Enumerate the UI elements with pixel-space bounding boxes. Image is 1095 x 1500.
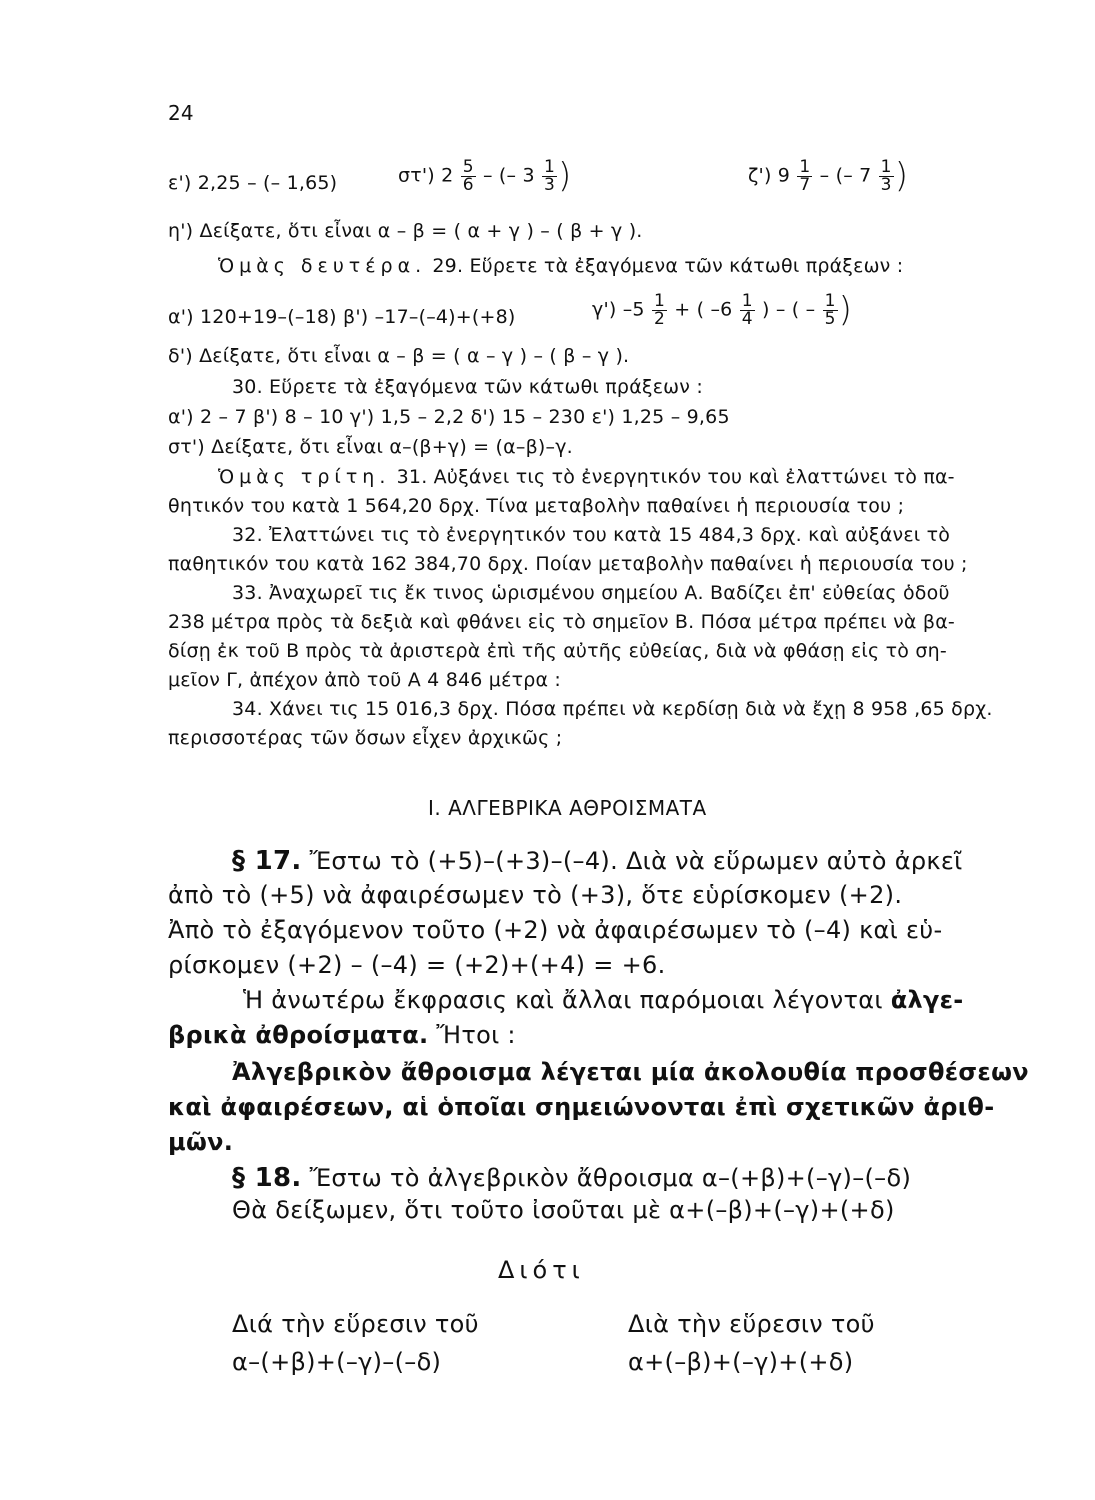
frac-den: 4 — [741, 308, 753, 329]
group-c-line — [218, 466, 955, 488]
exercise-31-line1: 31. Αὐξάνει τις τὸ ἐνεργητικόν του καὶ ἐλαττώνει τὸ πα- — [396, 466, 955, 488]
exercise-30: 30. Εὕρετε τὰ ἐξαγόμενα τῶν κάτωθι πράξεων : — [232, 376, 703, 398]
frac-den: 6 — [462, 174, 474, 195]
exercise-30-ops: α') 2 – 7 β') 8 – 10 γ') 1,5 – 2,2 δ') 15 – 230 ε') 1,25 – 9,65 — [168, 406, 730, 428]
s18-line1-text: Ἔστω τὸ ἀλγεβρικὸν ἄθροισμα α–(+β)+(–γ)–(–δ) — [309, 1164, 912, 1192]
exercise-33-line1: 33. Ἀναχωρεῖ τις ἔκ τινος ὡρισμένου σημείου Α. Βαδίζει ἐπ' εὐθείας ὁδοῦ — [232, 582, 950, 604]
fraction — [823, 290, 838, 329]
frac-num: 1 — [880, 156, 892, 177]
s17-line5 — [243, 986, 964, 1014]
exercise-st: στ') 2 $\frac{5}{6}$ – (– 3 $\frac{1}{3}$ ) — [398, 156, 572, 196]
exercise-z-mid: – (– 7 — [819, 164, 872, 187]
exercise-33-line2: 238 μέτρα πρὸς τὰ δεξιὰ καὶ φθάνει εἰς τὸ σημεῖον Β. Πόσα μέτρα πρέπει νὰ βα- — [168, 611, 955, 633]
group-c-label: Ὁμὰς τρίτη. — [218, 466, 391, 488]
exercise-33-line4: μεῖον Γ, ἀπέχον ἀπὸ τοῦ Α 4 846 μέτρα : — [168, 669, 562, 691]
exercise-29-g-mid: + ( –6 — [674, 298, 733, 321]
s17-term-start: ἀλγε- — [890, 986, 964, 1014]
exercise-29-g: γ') –5 $\frac{1}{2}$ + ( –6 $\frac{1}{4}$ ) – ( – $\frac{1}{5}$ ) — [592, 290, 853, 330]
exercise-e: ε') 2,25 – (– 1,65) — [168, 172, 338, 194]
exercise-34-line2: περισσοτέρας τῶν ὅσων εἶχεν ἀρχικῶς ; — [168, 727, 563, 749]
frac-num: 1 — [741, 290, 753, 311]
left-col-line1: Διά τὴν εὕρεσιν τοῦ — [232, 1310, 479, 1338]
dioti-heading: Διότι — [498, 1256, 585, 1284]
exercise-st-mid: – (– 3 — [482, 164, 535, 187]
s17-line3: Ἀπὸ τὸ ἐξαγόμενον τοῦτο (+2) νὰ ἀφαιρέσωμεν τὸ (–4) καὶ εὑ- — [168, 916, 943, 944]
s17-term-end: βρικὰ ἀθροίσματα. — [168, 1021, 429, 1049]
s17-line2: ἀπὸ τὸ (+5) νὰ ἀφαιρέσωμεν τὸ (+3), ὅτε εὑρίσκομεν (+2). — [168, 881, 903, 909]
frac-den: 7 — [799, 174, 811, 195]
group-b-label: Ὁμὰς δευτέρα. — [218, 255, 427, 277]
exercise-32-line2: παθητικόν του κατὰ 162 384,70 δρχ. Ποίαν μεταβολὴν παθαίνει ἡ περιουσία του ; — [168, 553, 968, 575]
exercise-31-line2: θητικόν του κατὰ 1 564,20 δρχ. Τίνα μεταβολὴν παθαίνει ἡ περιουσία του ; — [168, 495, 905, 517]
right-col-line2: α+(–β)+(–γ)+(+δ) — [628, 1348, 854, 1376]
fraction — [740, 290, 755, 329]
page-number: 24 — [168, 101, 194, 125]
left-col-line2: α–(+β)+(–γ)–(–δ) — [232, 1348, 442, 1376]
exercise-z: ζ') 9 $\frac{1}{7}$ – (– 7 $\frac{1}{3}$ ) — [748, 156, 909, 196]
s17-line6-text: Ἤτοι : — [436, 1021, 516, 1049]
exercise-delta: δ') Δείξατε, ὅτι εἶναι α – β = ( α – γ ) – ( β – γ ). — [168, 345, 630, 367]
fraction — [879, 156, 894, 195]
group-b-line — [218, 255, 903, 277]
exercise-33-line3: δίσῃ ἐκ τοῦ Β πρὸς τὰ ἀριστερὰ ἐπὶ τῆς αὐτῆς εὐθείας, διὰ νὰ φθάσῃ εἰς τὸ ση- — [168, 640, 947, 662]
definition-line3: μῶν. — [168, 1128, 234, 1156]
frac-den: 3 — [880, 174, 892, 195]
right-col-line1: Διὰ τὴν εὕρεσιν τοῦ — [628, 1310, 875, 1338]
exercise-30-st: στ') Δείξατε, ὅτι εἶναι α–(β+γ) = (α–β)–γ. — [168, 436, 573, 458]
s17-line1-text: Ἔστω τὸ (+5)–(+3)–(–4). Διὰ νὰ εὕρωμεν αὐτὸ ἀρκεῖ — [309, 847, 963, 875]
group-b-text: 29. Εὕρετε τὰ ἐξαγόμενα τῶν κάτωθι πράξεων : — [432, 255, 904, 277]
s17-line4: ρίσκομεν (+2) – (–4) = (+2)+(+4) = +6. — [168, 951, 666, 979]
exercise-29-ab: α') 120+19–(–18) β') –17–(–4)+(+8) — [168, 306, 516, 328]
frac-den: 3 — [544, 174, 556, 195]
frac-num: 5 — [462, 156, 474, 177]
fraction — [652, 290, 667, 329]
fraction — [797, 156, 812, 195]
exercise-z-prefix: ζ') 9 — [748, 164, 791, 187]
section-mark: § 18. — [232, 1163, 302, 1193]
definition-line2: καὶ ἀφαιρέσεων, αἱ ὁποῖαι σημειώνονται ἐπὶ σχετικῶν ἀριθ- — [168, 1093, 995, 1121]
s18-line2: Θὰ δείξωμεν, ὅτι τοῦτο ἰσοῦται μὲ α+(–β)+(–γ)+(+δ) — [232, 1196, 895, 1224]
frac-num: 1 — [799, 156, 811, 177]
section-mark: § 17. — [232, 846, 302, 876]
s17-line5-text: Ἡ ἀνωτέρω ἔκφρασις καὶ ἄλλαι παρόμοιαι λέγονται — [243, 986, 883, 1014]
exercise-st-prefix: στ') 2 — [398, 164, 454, 187]
frac-num: 1 — [544, 156, 556, 177]
s17-line1 — [232, 846, 963, 876]
exercise-29-g-prefix: γ') –5 — [592, 298, 645, 321]
section-title: Ι. ΑΛΓΕΒΡΙΚΑ ΑΘΡΟΙΣΜΑΤΑ — [428, 796, 707, 820]
fraction — [542, 156, 557, 195]
fraction — [461, 156, 476, 195]
exercise-eta: η') Δείξατε, ὅτι εἶναι α – β = ( α + γ ) – ( β + γ ). — [168, 220, 643, 242]
frac-den: 2 — [653, 308, 665, 329]
frac-den: 5 — [824, 308, 836, 329]
definition-line1: Ἀλγεβρικὸν ἄθροισμα λέγεται μία ἀκολουθία προσθέσεων — [232, 1058, 1029, 1086]
exercise-29-g-mid2: ) – ( – — [761, 298, 816, 321]
exercise-34-line1: 34. Χάνει τις 15 016,3 δρχ. Πόσα πρέπει νὰ κερδίσῃ διὰ νὰ ἔχῃ 8 958 ,65 δρχ. — [232, 698, 993, 720]
frac-num: 1 — [824, 290, 836, 311]
s17-line6 — [168, 1021, 516, 1049]
frac-num: 1 — [653, 290, 665, 311]
s18-line1 — [232, 1163, 911, 1193]
exercise-32-line1: 32. Ἐλαττώνει τις τὸ ἐνεργητικόν του κατὰ 15 484,3 δρχ. καὶ αὐξάνει τὸ — [232, 524, 951, 546]
